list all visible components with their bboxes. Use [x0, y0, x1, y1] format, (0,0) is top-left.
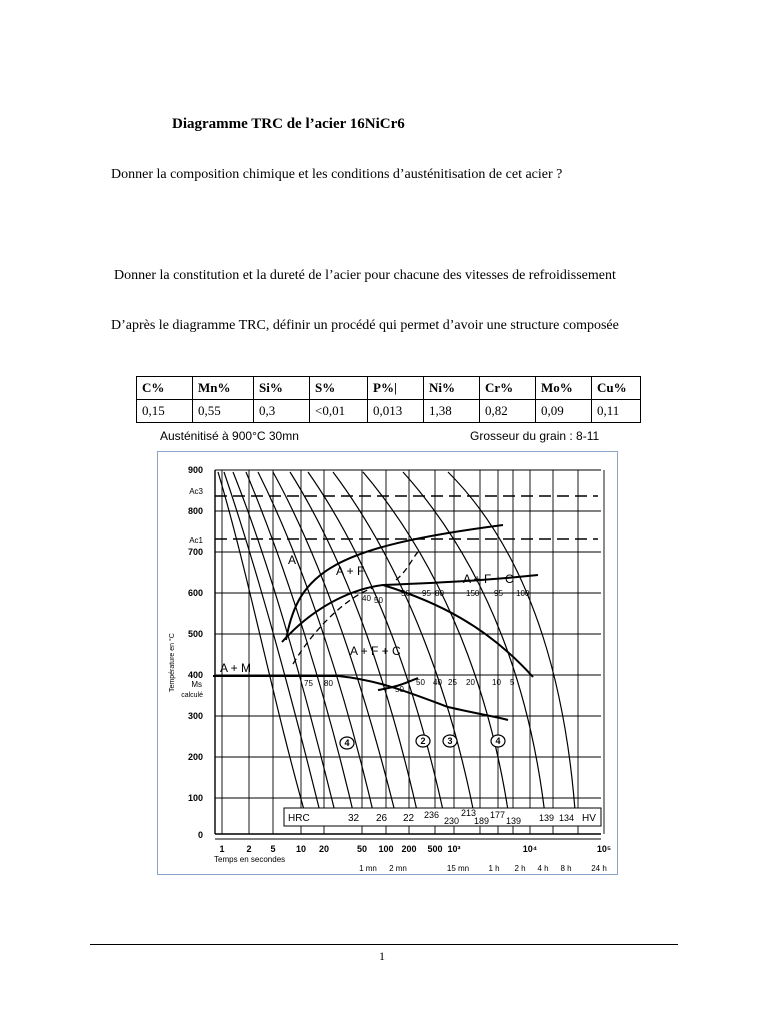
x-tick-label: 10³ — [447, 844, 461, 854]
y-tick-label: 800 — [187, 506, 203, 516]
percent-label: 50 — [401, 589, 410, 598]
phase-label-a-f-c-lower: A + F + C — [350, 644, 401, 658]
phase-label-a-f-c-upper: A + F + C — [463, 572, 514, 586]
header-cell: Mo% — [536, 377, 592, 400]
hardness-value: 189 — [474, 816, 490, 826]
x-axis-label: Temps en secondes — [214, 855, 286, 864]
percent-label: 50 — [416, 678, 425, 687]
footer-rule — [90, 944, 678, 945]
composition-header-row — [137, 377, 641, 400]
value-cell: 0,013 — [368, 400, 424, 423]
percent-label: 5 — [510, 678, 515, 687]
time-mark-label: 1 mn — [359, 864, 377, 873]
circle-marker-label: 4 — [495, 736, 501, 746]
time-mark-label: 24 h — [591, 864, 607, 873]
time-mark-label: 4 h — [537, 864, 549, 873]
x-tick-label: 20 — [318, 844, 330, 854]
hardness-value: 213 — [461, 808, 477, 818]
dashed-boundary — [396, 552, 418, 580]
trc-diagram — [157, 451, 618, 875]
austenitization-conditions: Austénitisé à 900°C 30mn — [160, 429, 299, 443]
x-tick-label: 10⁴ — [522, 844, 538, 854]
percent-label: 40 — [433, 678, 442, 687]
hardness-value: 139 — [539, 813, 555, 823]
header-cell: S% — [310, 377, 368, 400]
y-tick-label: 600 — [187, 588, 203, 598]
y-axis-label: Température en °C — [169, 633, 176, 692]
circle-marker-label: 4 — [344, 738, 350, 748]
hrc-label: HRC — [288, 813, 310, 824]
value-cell: 0,09 — [536, 400, 592, 423]
header-cell: Mn% — [193, 377, 254, 400]
percent-label: 95 — [422, 589, 431, 598]
percent-label: 20 — [466, 678, 475, 687]
y-tick-label: 200 — [187, 752, 203, 762]
hardness-value: 134 — [559, 813, 575, 823]
time-mark-label: 2 h — [514, 864, 526, 873]
x-tick-label: 500 — [427, 844, 443, 854]
time-mark-label: 1 h — [488, 864, 500, 873]
page-number: 1 — [379, 949, 385, 963]
hv-label: HV — [582, 813, 596, 824]
x-tick-label: 10 — [295, 844, 307, 854]
value-cell: <0,01 — [310, 400, 368, 423]
y-tick-label: 900 — [187, 465, 203, 475]
composition-value-row — [137, 400, 641, 423]
percent-label: 100 — [516, 589, 530, 598]
ms-sub-label: calculé — [181, 692, 203, 699]
percent-label: 10 — [492, 678, 501, 687]
hardness-value: 22 — [403, 813, 415, 824]
value-cell: 0,3 — [254, 400, 310, 423]
x-tick-label: 2 — [246, 844, 252, 854]
percent-label: 150 — [466, 589, 480, 598]
phase-label-a-f: A + F — [336, 564, 365, 578]
phase-label-a: A — [288, 553, 297, 567]
value-cell: 0,82 — [480, 400, 536, 423]
phase-label-a-m: A + M — [220, 661, 252, 675]
hardness-value: 26 — [376, 813, 388, 824]
value-cell: 0,11 — [592, 400, 641, 423]
y-tick-label: 500 — [187, 629, 203, 639]
diagram-grid — [215, 470, 604, 839]
x-tick-label: 5 — [270, 844, 276, 854]
question-constitution: Donner la constitution et la dureté de l’acier pour chacune des vitesses de refroidissement — [114, 268, 616, 283]
circle-marker-label: 2 — [420, 736, 426, 746]
hardness-value: 177 — [490, 810, 506, 820]
x-tick-label: 10⁵ — [596, 844, 612, 854]
header-cell: Cr% — [480, 377, 536, 400]
percent-label: 40 — [362, 594, 371, 603]
document-title: Diagramme TRC de l’acier 16NiCr6 — [172, 116, 405, 132]
y-tick-label: 0 — [197, 830, 203, 840]
composition-table — [136, 376, 641, 423]
ms-label: Ms — [191, 680, 202, 689]
value-cell: 0,15 — [137, 400, 193, 423]
x-tick-label: 50 — [356, 844, 368, 854]
x-tick-label: 1 — [219, 844, 225, 854]
value-cell: 1,38 — [424, 400, 480, 423]
percent-label: 80 — [324, 679, 333, 688]
y-tick-label: 300 — [187, 711, 203, 721]
hardness-value: 139 — [506, 816, 522, 826]
phase-boundaries — [213, 525, 538, 720]
percent-label: 80 — [435, 589, 444, 598]
hardness-value: 236 — [424, 810, 440, 820]
header-cell: Ni% — [424, 377, 480, 400]
percent-label: 95 — [494, 589, 503, 598]
trc-diagram-svg — [158, 452, 619, 876]
percent-label: 25 — [448, 678, 457, 687]
percent-label: 75 — [304, 679, 313, 688]
time-mark-label: 2 mn — [389, 864, 407, 873]
header-cell: P%| — [368, 377, 424, 400]
percent-label: 50 — [374, 596, 383, 605]
header-cell: Cu% — [592, 377, 641, 400]
ac3-label: Ac3 — [189, 487, 203, 496]
y-tick-label: 700 — [187, 547, 203, 557]
grain-size: Grosseur du grain : 8-11 — [470, 429, 600, 443]
time-mark-label: 15 mn — [446, 864, 470, 873]
y-tick-label: 100 — [187, 793, 203, 803]
circle-marker-label: 3 — [447, 736, 453, 746]
y-tick-label: 400 — [187, 670, 203, 680]
percent-label: 50 — [395, 685, 404, 694]
hardness-value: 230 — [444, 816, 460, 826]
header-cell: Si% — [254, 377, 310, 400]
value-cell: 0,55 — [193, 400, 254, 423]
time-mark-label: 8 h — [560, 864, 572, 873]
x-tick-label: 200 — [401, 844, 417, 854]
hardness-value: 32 — [348, 813, 360, 824]
header-cell: C% — [137, 377, 193, 400]
x-tick-label: 100 — [378, 844, 394, 854]
ac1-label: Ac1 — [189, 536, 203, 545]
question-composition: Donner la composition chimique et les conditions d’austénitisation de cet acier ? — [111, 167, 563, 182]
question-procedure: D’après le diagramme TRC, définir un procédé qui permet d’avoir une structure composée — [111, 318, 619, 333]
